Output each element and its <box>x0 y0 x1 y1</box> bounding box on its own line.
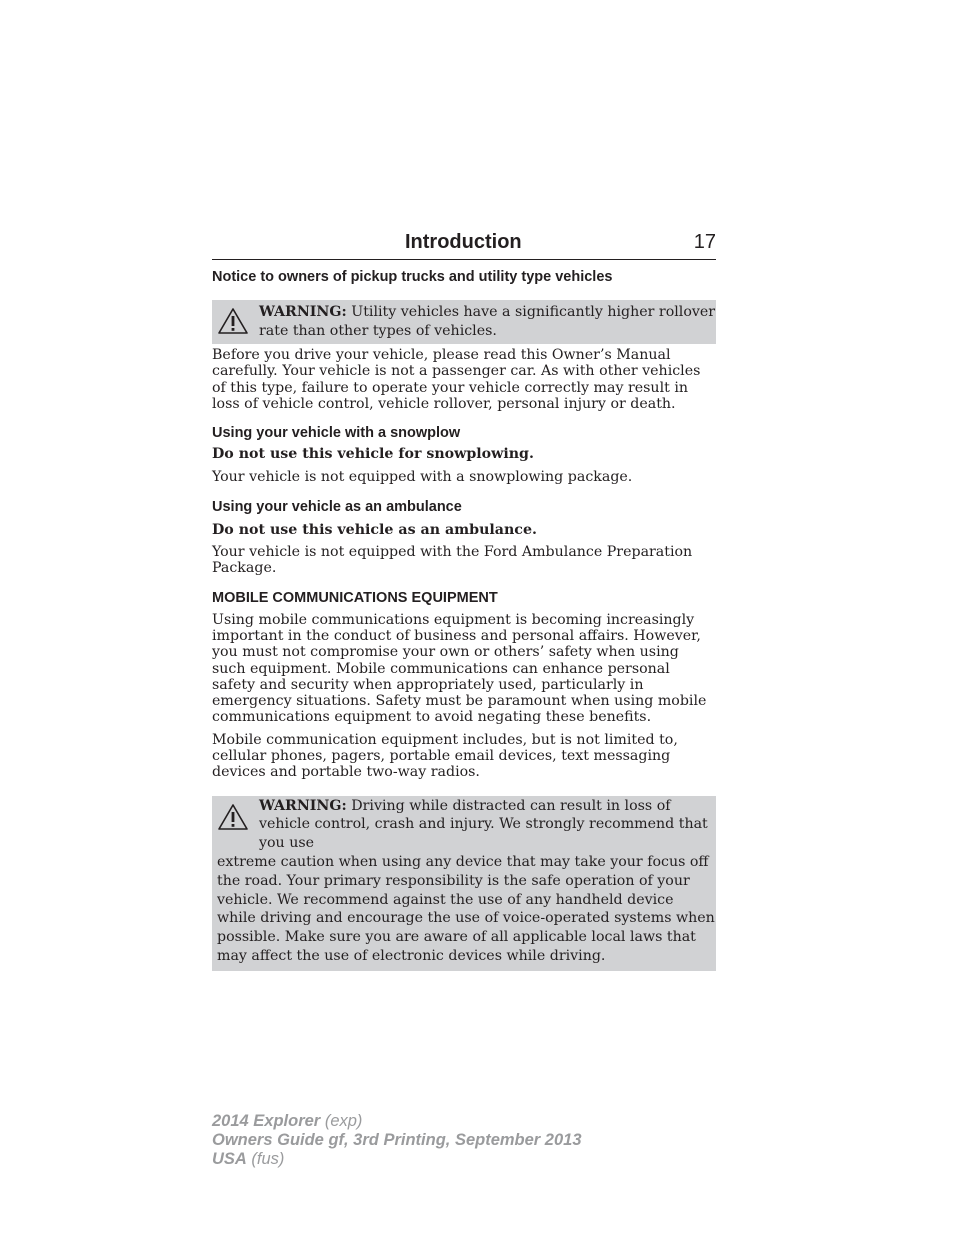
footer-model-code: (exp) <box>320 1112 363 1130</box>
footer-market-code: (fus) <box>246 1150 285 1168</box>
section-title: Introduction <box>405 231 522 253</box>
distraction-warning-box <box>212 796 716 971</box>
footer-guide-line <box>212 1131 582 1150</box>
mobile-paragraph-2: Mobile communication equipment includes, but is not limited to, cellular phones, pagers, portable email devices, text messaging devices and portable two-way radios. <box>212 731 678 781</box>
warning-label: WARNING: <box>259 797 347 814</box>
mobile-paragraph-1: Using mobile communications equipment is becoming increasingly important in the conduct of business and personal affairs. However, you must not compromise your own or others’ safety when using such equipment. Mobile communications can enhance personal safety and security when appropriately used, particularly in emergency situations. Safety must be paramount when using mobile communications equipment to avoid negating these benefits. <box>212 611 707 726</box>
rollover-warning-box <box>212 300 716 344</box>
ambulance-paragraph: Your vehicle is not equipped with the Ford Ambulance Preparation Package. <box>212 544 693 577</box>
footer-model-line <box>212 1112 582 1131</box>
distraction-warning-text-rest: extreme caution when using any device that may take your focus off the road. Your primary responsibility is the safe operation of your vehicle. We recommend against the use of any handheld device while driving and encourage the use of voice-operated systems when possible. Make sure you are aware of all applicable local laws that may affect the use of electronic devices while driving. <box>217 854 715 965</box>
rollover-warning-text <box>212 303 716 341</box>
distraction-warning-text-head <box>212 797 716 853</box>
page-number: 17 <box>693 231 716 253</box>
warning-triangle-icon <box>217 307 249 335</box>
snowplow-bold-line: Do not use this vehicle for snowplowing. <box>212 446 534 463</box>
warning-body-head: Driving while distracted can result in loss of vehicle control, crash and injury. We strongly recommend that you use <box>259 797 708 852</box>
page-content <box>212 268 716 971</box>
warning-triangle-icon <box>217 803 249 831</box>
warning-label: WARNING: <box>259 304 347 320</box>
footer-market: USA <box>212 1150 247 1168</box>
mobile-heading: MOBILE COMMUNICATIONS EQUIPMENT <box>212 589 498 606</box>
footer-guide: Owners Guide gf, 3rd Printing, September 2013 <box>212 1131 582 1149</box>
snowplow-paragraph: Your vehicle is not equipped with a snowplowing package. <box>212 469 633 486</box>
pickup-heading: Notice to owners of pickup trucks and utility type vehicles <box>212 269 613 285</box>
ambulance-heading: Using your vehicle as an ambulance <box>212 498 462 515</box>
page-header <box>212 228 716 260</box>
footer-model: 2014 Explorer <box>212 1112 321 1130</box>
footer-market-line <box>212 1150 582 1169</box>
page-footer <box>212 1112 582 1169</box>
warning-body: Utility vehicles have a significantly higher rollover rate than other types of vehicles. <box>259 304 716 339</box>
pickup-paragraph: Before you drive your vehicle, please read this Owner’s Manual carefully. Your vehicle is not a passenger car. As with other vehicles of this type, failure to operate your vehicle correctly may result in loss of vehicle control, vehicle rollover, personal injury or death. <box>212 347 701 412</box>
ambulance-bold-line: Do not use this vehicle as an ambulance. <box>212 521 537 538</box>
snowplow-heading: Using your vehicle with a snowplow <box>212 425 461 442</box>
